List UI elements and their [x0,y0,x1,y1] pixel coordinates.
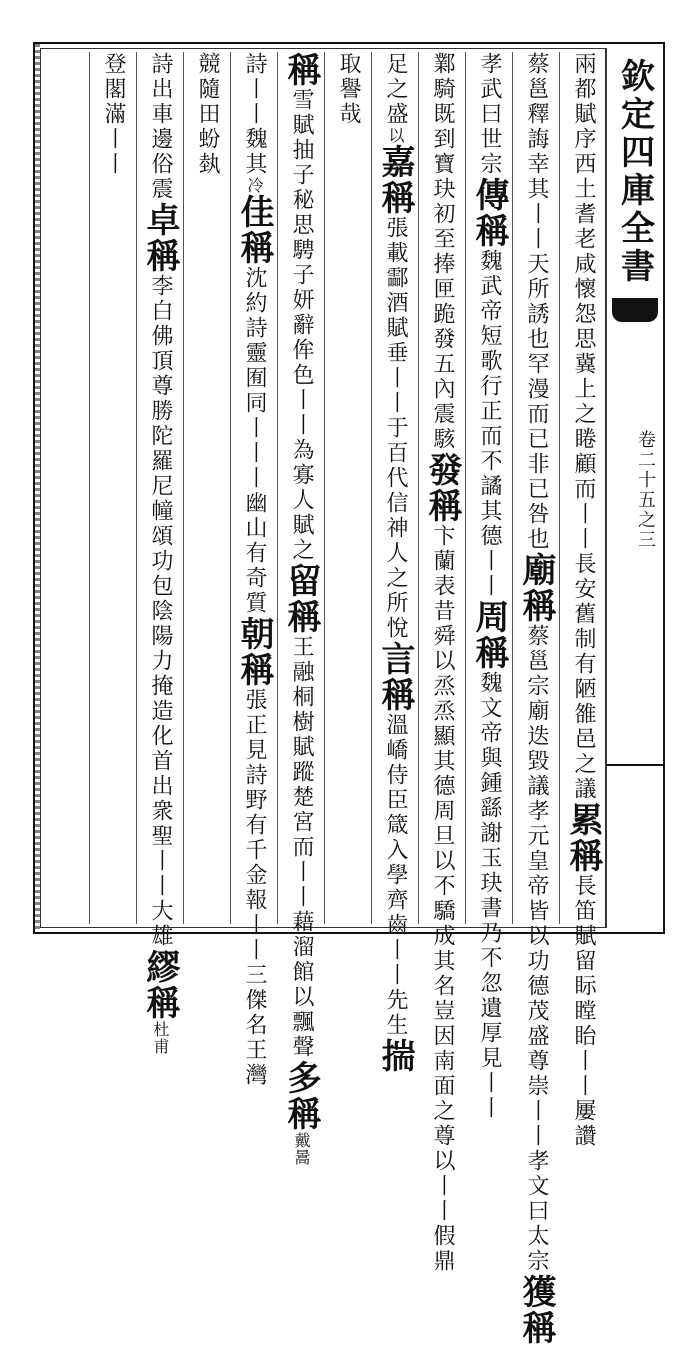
heading-term: 獲稱 [516,1274,556,1346]
text-run: 卞蘭表昔舜以烝烝顯其德周旦以不驕成其名豈因南面之尊以丨丨假鼎 [430,524,455,1274]
text-run: 長笛賦留眎瞠眙丨丨屢讚 [571,874,596,1149]
text-run: 蔡邕宗廟迭毀議孝元皇帝皆以功德茂盛尊崇丨丨孝文曰太宗 [524,624,549,1274]
text-column [512,52,559,1346]
text-run: 詩出車邊俗震 [148,52,173,202]
heading-term: 佳稱 [234,194,274,266]
text-run: 王融桐樹賦蹤楚宮而丨丨藉溜館以飄聲 [289,635,314,1060]
text-columns [40,52,606,1346]
text-run: 張載酃酒賦垂丨丨于百代信神人之所悅 [383,216,408,641]
heading-term: 周稱 [469,599,509,671]
text-run: 登閣滿丨丨 [101,52,126,177]
text-column [324,52,371,924]
text-run: 足之盛 [383,52,408,127]
margin-divider [606,764,665,766]
heading-term: 嘉稱 [375,144,415,216]
text-column [559,52,606,1149]
fishtail-mark-icon [612,298,658,322]
text-run: 詩丨丨魏其 [242,52,267,177]
text-run: 以 [386,127,405,144]
text-run: 兩都賦序西土耆老咸懷怨思冀上之睠顧而丨丨長安舊制有陋雒邑之議 [571,52,596,802]
volume-label: 卷二十五之三 [635,430,656,550]
text-column [183,52,230,924]
text-column [230,52,277,1088]
heading-term: 傳稱 [469,177,509,249]
text-column [418,52,465,1274]
heading-term: 發稱 [422,452,462,524]
text-column [89,52,136,924]
text-run: 而不譎其德丨丨 [477,424,502,599]
text-run: 鄴騎既到寶玦初至捧匣跪發五內震駭 [430,52,455,452]
text-run: 競隨田蚡埶 [195,52,220,177]
text-run: 沈約詩靈囿同丨丨丨幽山有奇質 [242,266,267,616]
text-run: 魏文帝與鍾繇謝玉玦書乃不忽遺厚見丨丨 [477,671,502,1121]
heading-term: 繆稱 [140,949,180,1021]
text-column [277,52,324,1166]
heading-term: 稱 [281,52,321,88]
heading-term: 廟稱 [516,552,556,624]
heading-term: 言稱 [375,641,415,713]
text-run: 冷 [245,177,264,194]
heading-term: 多稱 [281,1060,321,1132]
heading-term: 留稱 [281,563,321,635]
text-column [136,52,183,1055]
text-run: 戴暠 [292,1132,311,1166]
text-run: 正 [477,399,502,424]
heading-term: 朝稱 [234,616,274,688]
heading-term: 揣 [375,1038,415,1074]
text-run: 杜甫 [151,1021,170,1055]
text-run: 李白佛頂尊勝陀羅尼幢頌功包陰陽力掩造化首出衆聖丨丨大雄 [148,274,173,949]
heading-term: 卓稱 [140,202,180,274]
heading-term: 累稱 [563,802,603,874]
text-column [465,52,512,1121]
text-run: 蔡邕釋誨幸其丨丨天所誘也罕漫而已非已咎也 [524,52,549,552]
text-run: 孝武曰世宗 [477,52,502,177]
text-run: 魏武帝短歌行 [477,249,502,399]
text-column [371,52,418,1074]
text-run: 雪賦抽子秘思騁子妍辭侔色丨丨為寡人賦之 [289,88,314,563]
text-run: 張正見詩野有千金報丨丨三傑名王灣 [242,688,267,1088]
book-title: 欽定四庫全書 [614,58,655,286]
text-run: 取譽哉 [336,52,361,127]
text-run: 溫嶠侍臣箴入學齊齒丨丨先生 [383,713,408,1038]
